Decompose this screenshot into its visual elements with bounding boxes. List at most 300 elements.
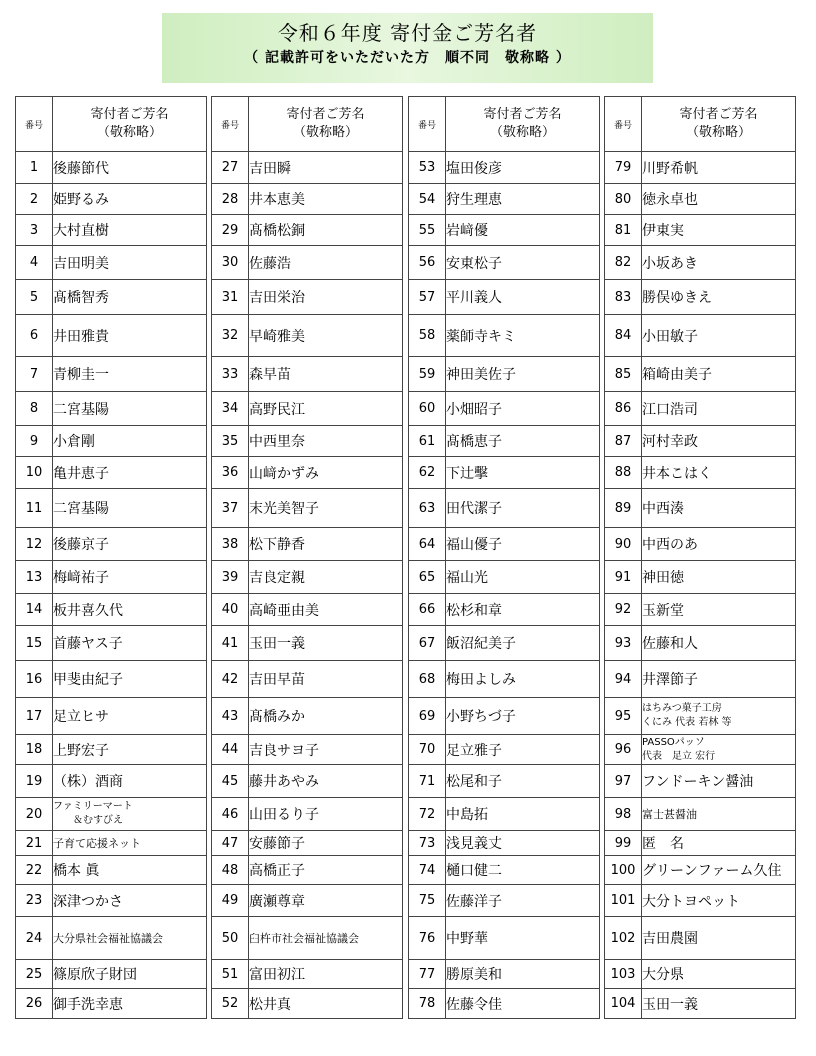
- table-row: [16, 626, 207, 661]
- donor-number: 100: [605, 856, 642, 885]
- table-row: [16, 489, 207, 528]
- donor-name-cell: [446, 856, 600, 885]
- table-row: [409, 831, 600, 856]
- donor-name-cell: [53, 989, 207, 1019]
- table-row: [16, 698, 207, 735]
- name-header-line1: 寄付者ご芳名: [286, 107, 365, 122]
- donor-name-cell: [53, 152, 207, 184]
- table-row: [409, 215, 600, 246]
- donor-number: 34: [212, 392, 249, 426]
- donor-name-cell: [53, 661, 207, 698]
- table-row: [409, 315, 600, 357]
- donor-number: 102: [605, 917, 642, 960]
- donor-number: 8: [16, 392, 53, 426]
- donor-name-cell: [249, 280, 403, 315]
- donor-number: 11: [16, 489, 53, 528]
- donor-name: 勝俣ゆきえ: [642, 290, 712, 306]
- donor-name-cell: [53, 626, 207, 661]
- donor-name: 吉田農園: [642, 931, 698, 947]
- table-row: [605, 661, 796, 698]
- name-header: [446, 97, 600, 152]
- table-row: [16, 184, 207, 215]
- table-row: [409, 960, 600, 989]
- donor-name: 大分トヨペット: [642, 893, 740, 910]
- donor-name: 佐藤令佳: [446, 996, 502, 1013]
- table-row: [16, 831, 207, 856]
- donor-number: 14: [16, 594, 53, 626]
- table-row: [212, 152, 403, 184]
- table-row: [605, 698, 796, 735]
- donor-number: 38: [212, 528, 249, 561]
- table-row: [212, 215, 403, 246]
- table-row: [605, 392, 796, 426]
- table-row: [212, 765, 403, 798]
- donor-name-cell: [446, 215, 600, 246]
- donor-name: 御手洗幸恵: [53, 996, 123, 1013]
- donor-number: 60: [409, 392, 446, 426]
- table-row: [605, 856, 796, 885]
- donor-name: 田代潔子: [446, 501, 502, 517]
- donor-name: 福山光: [446, 570, 488, 586]
- table-row: [605, 457, 796, 489]
- table-row: [409, 885, 600, 917]
- donor-name-cell: [642, 357, 796, 392]
- donor-name: 廣瀬尊章: [249, 893, 305, 910]
- table-row: [409, 426, 600, 457]
- donor-name: 神田徳: [642, 570, 684, 586]
- donor-name: 中西湊: [642, 501, 684, 517]
- donor-name: 下辻擊: [446, 465, 488, 482]
- table-row: [212, 392, 403, 426]
- table-row: [212, 798, 403, 831]
- donor-number: 37: [212, 489, 249, 528]
- table-row: [605, 831, 796, 856]
- donor-name-cell: [53, 594, 207, 626]
- table-header-row: [16, 97, 207, 152]
- donor-name-cell: [249, 528, 403, 561]
- donor-name-cell: [642, 315, 796, 357]
- donor-number: 82: [605, 246, 642, 280]
- donor-name-cell: [53, 246, 207, 280]
- name-header-line1: 寄付者ご芳名: [679, 107, 758, 122]
- donor-name-cell: [249, 885, 403, 917]
- table-row: [16, 885, 207, 917]
- donor-number: 33: [212, 357, 249, 392]
- donor-name-cell: [249, 489, 403, 528]
- donor-name-cell: [446, 280, 600, 315]
- donor-name: 富田初江: [249, 967, 305, 983]
- donor-name: 中野華: [446, 931, 488, 947]
- donor-name: 松下静香: [249, 537, 305, 553]
- donor-number: 95: [605, 698, 642, 735]
- table-row: [605, 594, 796, 626]
- donor-name: 板井喜久代: [53, 602, 123, 619]
- donor-number: 54: [409, 184, 446, 215]
- table-row: [16, 426, 207, 457]
- donor-name-cell: [446, 798, 600, 831]
- donor-number: 97: [605, 765, 642, 798]
- donor-number: 77: [409, 960, 446, 989]
- donor-name-cell: [642, 831, 796, 856]
- donor-name: 岩﨑優: [446, 223, 488, 239]
- donor-name-cell: [642, 798, 796, 831]
- donor-number: 79: [605, 152, 642, 184]
- donor-name-cell: [53, 426, 207, 457]
- table-header-row: [212, 97, 403, 152]
- donor-number: 93: [605, 626, 642, 661]
- donor-name: 山﨑かずみ: [249, 465, 319, 482]
- donor-number: 55: [409, 215, 446, 246]
- donor-name: 吉田瞬: [249, 160, 291, 177]
- table-row: [16, 528, 207, 561]
- donor-number: 6: [16, 315, 53, 357]
- name-header-line1: 寄付者ご芳名: [90, 107, 169, 122]
- donor-name: 佐藤浩: [249, 255, 291, 272]
- donor-name: 中島拓: [446, 807, 488, 823]
- table-row: [212, 917, 403, 960]
- donor-name-cell: [53, 831, 207, 856]
- donor-name: 髙橋智秀: [53, 290, 109, 306]
- donor-name-cell: [446, 392, 600, 426]
- donor-name: 平川義人: [446, 290, 502, 306]
- donor-name-cell: [642, 280, 796, 315]
- donor-number: 75: [409, 885, 446, 917]
- donor-number: 29: [212, 215, 249, 246]
- donor-name: 高野民江: [249, 401, 305, 418]
- donor-name-cell: [53, 798, 207, 831]
- donor-name: 中西里奈: [249, 434, 305, 450]
- donor-name: 髙橋みか: [249, 709, 305, 725]
- donor-table-4: [604, 96, 796, 1019]
- donor-number: 62: [409, 457, 446, 489]
- page-title: 令和６年度 寄付金ご芳名者: [277, 21, 538, 45]
- name-header-line2: （敬称略）: [489, 125, 555, 140]
- donor-name: 梅﨑祐子: [53, 570, 109, 586]
- table-row: [212, 960, 403, 989]
- donor-number: 61: [409, 426, 446, 457]
- donor-name-cell: [642, 626, 796, 661]
- donor-name: 安藤節子: [249, 836, 305, 852]
- donor-name: 匿 名: [642, 836, 684, 852]
- donor-name: 小倉剛: [53, 434, 95, 450]
- donor-name: 高崎亜由美: [249, 602, 319, 619]
- table-row: [16, 152, 207, 184]
- donor-number: 84: [605, 315, 642, 357]
- number-header: 番号: [409, 97, 446, 152]
- donor-number: 83: [605, 280, 642, 315]
- donor-number: 98: [605, 798, 642, 831]
- table-row: [605, 184, 796, 215]
- donor-name: 青柳圭一: [53, 367, 109, 383]
- table-row: [16, 856, 207, 885]
- table-row: [409, 528, 600, 561]
- donor-name-cell: [642, 989, 796, 1019]
- donor-name-cell: [53, 489, 207, 528]
- donor-name: 塩田俊彦: [446, 160, 502, 177]
- donor-number: 27: [212, 152, 249, 184]
- donor-name: 姫野るみ: [53, 192, 109, 208]
- donor-name-cell: [249, 765, 403, 798]
- donor-name: 森早苗: [249, 367, 291, 383]
- table-row: [605, 280, 796, 315]
- number-header: 番号: [212, 97, 249, 152]
- table-header-row: [409, 97, 600, 152]
- donor-number: 3: [16, 215, 53, 246]
- donor-name: 足立雅子: [446, 742, 502, 759]
- donor-name: 小田敏子: [642, 328, 698, 345]
- donor-name: 安東松子: [446, 255, 502, 272]
- donor-name: 甲斐由紀子: [53, 672, 123, 688]
- donor-name-cell: [642, 917, 796, 960]
- donor-name-cell: [642, 152, 796, 184]
- donor-number: 23: [16, 885, 53, 917]
- table-row: [605, 989, 796, 1019]
- donor-name: 二宮基陽: [53, 401, 109, 418]
- donor-name-cell: [249, 594, 403, 626]
- donor-name-cell: [249, 917, 403, 960]
- donor-name-line2: 代表 足立 宏行: [642, 750, 716, 762]
- donor-name: 後藤京子: [53, 537, 109, 553]
- donor-name-cell: [446, 489, 600, 528]
- donor-name: 佐藤洋子: [446, 893, 502, 910]
- table-row: [212, 661, 403, 698]
- donor-number: 74: [409, 856, 446, 885]
- donor-name-cell: [53, 357, 207, 392]
- donor-name-cell: [446, 661, 600, 698]
- donor-name: 松杉和章: [446, 602, 502, 619]
- table-row: [16, 280, 207, 315]
- donor-number: 99: [605, 831, 642, 856]
- donor-name: 井本こはく: [642, 465, 712, 482]
- donor-name-cell: [642, 457, 796, 489]
- donor-number: 46: [212, 798, 249, 831]
- donor-name-cell: [642, 426, 796, 457]
- table-row: [409, 661, 600, 698]
- donor-number: 65: [409, 561, 446, 594]
- donor-number: 67: [409, 626, 446, 661]
- donor-name: 井本恵美: [249, 192, 305, 208]
- donor-name-cell: [446, 698, 600, 735]
- donor-number: 80: [605, 184, 642, 215]
- table-row: [212, 626, 403, 661]
- donor-name: 大分県社会福祉協議会: [53, 932, 163, 945]
- donor-number: 19: [16, 765, 53, 798]
- table-row: [16, 457, 207, 489]
- table-row: [212, 246, 403, 280]
- donor-name: 徳永卓也: [642, 192, 698, 208]
- table-row: [409, 357, 600, 392]
- donor-number: 26: [16, 989, 53, 1019]
- table-row: [409, 280, 600, 315]
- table-row: [212, 885, 403, 917]
- donor-name: 小野ちづ子: [446, 709, 516, 725]
- donor-name-cell: [53, 315, 207, 357]
- donor-name-cell: [642, 765, 796, 798]
- donor-number: 12: [16, 528, 53, 561]
- donor-name-cell: [446, 457, 600, 489]
- page-subtitle: （ 記載許可をいただいた方 順不同 敬称略 ）: [244, 50, 571, 66]
- donor-name-cell: [249, 561, 403, 594]
- donor-number: 43: [212, 698, 249, 735]
- table-row: [212, 831, 403, 856]
- donor-name-cell: [249, 215, 403, 246]
- donor-number: 81: [605, 215, 642, 246]
- donor-number: 78: [409, 989, 446, 1019]
- donor-name-cell: [446, 315, 600, 357]
- donor-name-cell: [53, 561, 207, 594]
- table-row: [212, 280, 403, 315]
- table-row: [212, 457, 403, 489]
- donor-name-cell: [249, 989, 403, 1019]
- donor-number: 40: [212, 594, 249, 626]
- name-header: [53, 97, 207, 152]
- table-row: [605, 735, 796, 765]
- donor-number: 31: [212, 280, 249, 315]
- donor-name: 小坂あき: [642, 255, 698, 272]
- donor-number: 49: [212, 885, 249, 917]
- donor-name-cell: [249, 246, 403, 280]
- donor-name: 大村直樹: [53, 223, 109, 239]
- donor-name-cell: [249, 457, 403, 489]
- table-row: [605, 917, 796, 960]
- donor-name-cell: [249, 831, 403, 856]
- table-row: [409, 698, 600, 735]
- donor-name-cell: [53, 698, 207, 735]
- donor-name: 勝原美和: [446, 967, 502, 983]
- donor-name-cell: [53, 856, 207, 885]
- donor-name: 伊東実: [642, 223, 684, 239]
- donor-name-cell: [642, 698, 796, 735]
- donor-name-cell: [642, 246, 796, 280]
- donor-name-cell: [249, 960, 403, 989]
- donor-name-cell: [446, 357, 600, 392]
- table-row: [212, 489, 403, 528]
- donor-number: 96: [605, 735, 642, 765]
- donor-name: 吉田明美: [53, 255, 109, 272]
- donor-name: 足立ヒサ: [53, 709, 109, 725]
- donor-name-cell: [249, 735, 403, 765]
- donor-name: 梅田よしみ: [446, 672, 516, 688]
- donor-table-3: [408, 96, 600, 1019]
- donor-number: 50: [212, 917, 249, 960]
- donor-name-cell: [53, 885, 207, 917]
- table-row: [16, 989, 207, 1019]
- donor-name-cell: [53, 392, 207, 426]
- donor-number: 58: [409, 315, 446, 357]
- donor-number: 92: [605, 594, 642, 626]
- table-row: [16, 315, 207, 357]
- donor-name: 髙橋松銅: [249, 223, 305, 239]
- donor-number: 24: [16, 917, 53, 960]
- donor-name-cell: [446, 152, 600, 184]
- donor-number: 10: [16, 457, 53, 489]
- donor-name: 小畑昭子: [446, 401, 502, 418]
- donor-number: 35: [212, 426, 249, 457]
- donor-number: 94: [605, 661, 642, 698]
- donor-number: 17: [16, 698, 53, 735]
- donor-name: 上野宏子: [53, 742, 109, 759]
- donor-number: 53: [409, 152, 446, 184]
- donor-name-cell: [249, 856, 403, 885]
- donor-name-cell: [642, 489, 796, 528]
- table-row: [605, 626, 796, 661]
- donor-name: 首藤ヤス子: [53, 636, 123, 652]
- donor-number: 72: [409, 798, 446, 831]
- donor-name-cell: [53, 960, 207, 989]
- donor-name-cell: [249, 357, 403, 392]
- table-row: [409, 561, 600, 594]
- donor-name: 後藤節代: [53, 160, 109, 177]
- donor-name-cell: [249, 184, 403, 215]
- donor-name: 川野希帆: [642, 160, 698, 177]
- table-row: [605, 215, 796, 246]
- donor-number: 63: [409, 489, 446, 528]
- table-row: [16, 561, 207, 594]
- table-row: [16, 960, 207, 989]
- table-row: [212, 594, 403, 626]
- donor-name-cell: [249, 152, 403, 184]
- donor-name: 玉田一義: [249, 636, 305, 652]
- donor-name: 浅見義丈: [446, 836, 502, 852]
- donor-number: 9: [16, 426, 53, 457]
- donor-name: 二宮基陽: [53, 501, 109, 517]
- table-row: [16, 357, 207, 392]
- table-row: [409, 917, 600, 960]
- donor-number: 85: [605, 357, 642, 392]
- table-row: [409, 626, 600, 661]
- donor-name-cell: [642, 184, 796, 215]
- donor-name-cell: [642, 392, 796, 426]
- donor-number: 73: [409, 831, 446, 856]
- donor-name-cell: [249, 626, 403, 661]
- table-row: [605, 426, 796, 457]
- donor-name: 子育て応援ネット: [53, 837, 141, 850]
- table-row: [605, 315, 796, 357]
- donor-number: 70: [409, 735, 446, 765]
- table-row: [409, 152, 600, 184]
- donor-number: 2: [16, 184, 53, 215]
- donor-name: 吉田早苗: [249, 672, 305, 688]
- donor-number: 88: [605, 457, 642, 489]
- table-row: [605, 528, 796, 561]
- donor-name: 亀井恵子: [53, 465, 109, 482]
- name-header: [642, 97, 796, 152]
- table-row: [16, 735, 207, 765]
- table-row: [409, 246, 600, 280]
- table-row: [212, 528, 403, 561]
- donor-number: 21: [16, 831, 53, 856]
- donor-number: 90: [605, 528, 642, 561]
- name-header-line2: （敬称略）: [292, 125, 358, 140]
- table-row: [212, 698, 403, 735]
- table-row: [409, 735, 600, 765]
- donor-number: 51: [212, 960, 249, 989]
- donor-number: 22: [16, 856, 53, 885]
- donor-name: 樋口健二: [446, 863, 502, 879]
- donor-name: 吉田栄治: [249, 290, 305, 306]
- donor-name-cell: [53, 457, 207, 489]
- table-row: [409, 856, 600, 885]
- donor-name-cell: [642, 561, 796, 594]
- donor-name: 玉田一義: [642, 996, 698, 1013]
- donor-number: 86: [605, 392, 642, 426]
- table-row: [212, 856, 403, 885]
- name-header-line2: （敬称略）: [96, 125, 162, 140]
- donor-number: 91: [605, 561, 642, 594]
- donor-name: 大分県: [642, 967, 684, 983]
- donor-name-cell: [446, 246, 600, 280]
- donor-name: 玉新堂: [642, 602, 684, 619]
